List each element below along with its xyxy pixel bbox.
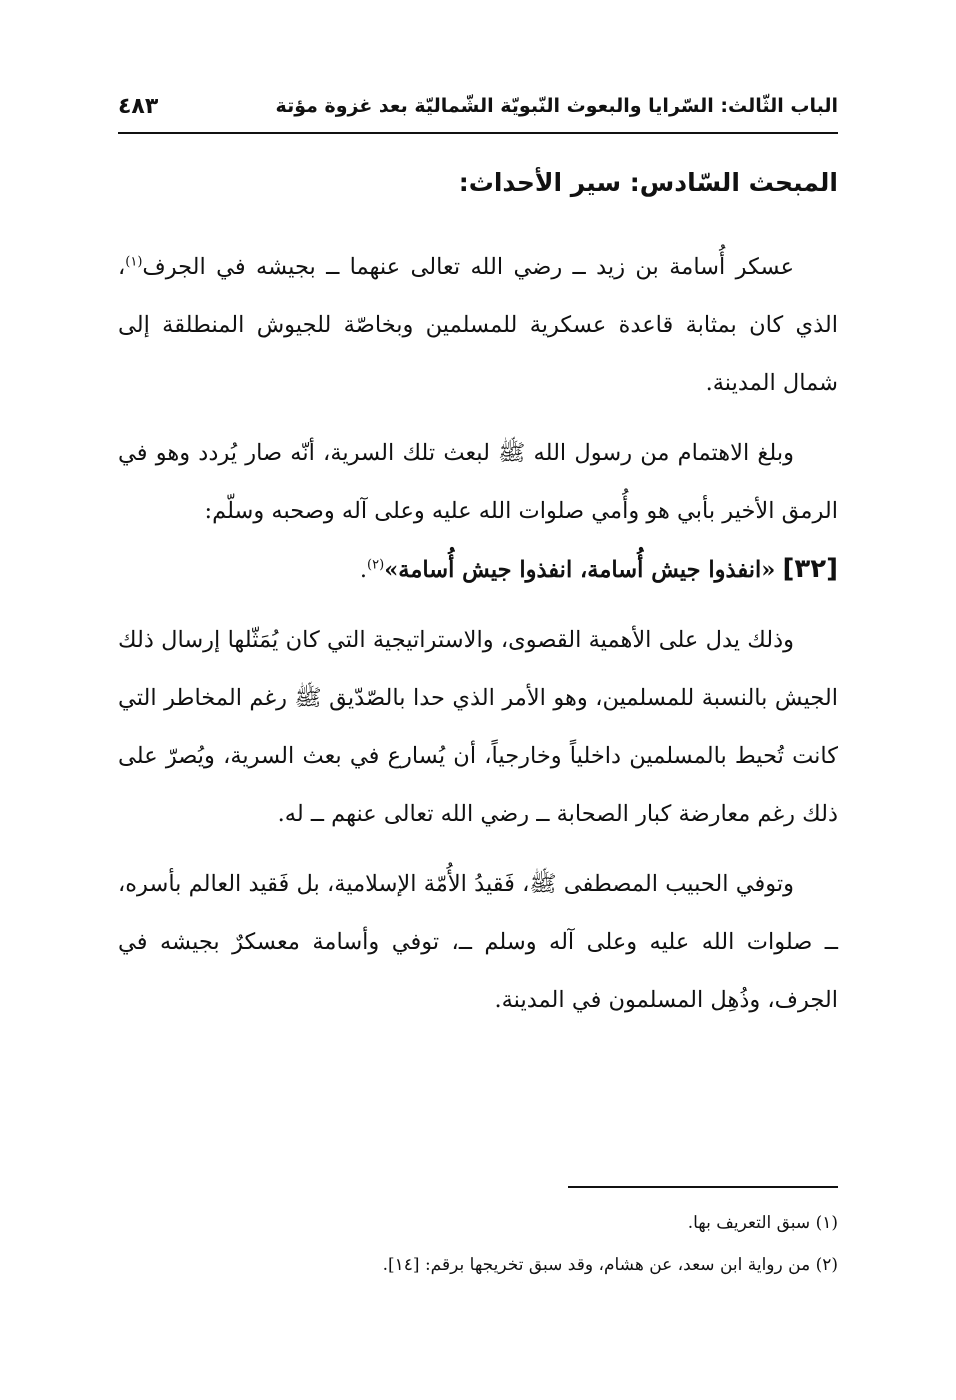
footnote-ref-2: (٢) [367, 557, 385, 573]
footnote-1: (١) سبق التعريف بها. [687, 1213, 838, 1233]
paragraph-3: وذلك يدل على الأهمية القصوى، والاستراتيجية التي كان يُمَثّلها إرسال ذلك الجيش بالنسبة للمسلمين، وهو الأمر الذي حدا بالصّدّيق ﷺ رغم المخاطر التي كانت تُحيط بالمسلمين داخلياً وخارجياً، أن يُسارع في بعث السرية، ويُصرّ على ذلك رغم معارضة كبار الصحابة ــ رضي الله تعالى عنهم ــ له. [118, 627, 838, 827]
chapter-title: الباب الثّالث: السّرايا والبعوث النّبويّة الشّماليّة بعد غزوة مؤتة [275, 95, 838, 117]
footnote-rule [568, 1186, 838, 1188]
footnote-2: (٢) من رواية ابن سعد، عن هشام، وقد سبق تخريجها برقم: [١٤]. [382, 1255, 838, 1275]
paragraph-1 [118, 238, 838, 412]
paragraph-4: وتوفي الحبيب المصطفى ﷺ، فَقيدُ الأُمّة الإسلامية، بل فَقيد العالم بأسره، ــ صلوات الله عليه وعلى آله وسلم ــ، توفي وأسامة معسكرٌ بجيشه في الجرف، وذُهِل المسلمون في المدينة. [118, 871, 838, 1013]
page-number: ٤٨٣ [118, 93, 159, 119]
footnote-ref-1: (١) [125, 254, 143, 270]
body-text [118, 238, 838, 1041]
section-heading: المبحث السّادس: سير الأحداث: [458, 168, 838, 197]
hadith-quote [118, 540, 838, 599]
running-header [118, 88, 838, 124]
paragraph-1-text: عسكر أُسامة بن زيد ــ رضي الله تعالى عنهما ــ بجيشه في الجرف [142, 254, 794, 280]
paragraph-1-rest: ، الذي كان بمثابة قاعدة عسكرية للمسلمين وبخاصّة للجيوش المنطلقة إلى شمال المدينة. [118, 254, 838, 396]
header-rule [118, 132, 838, 134]
hadith-text: «انفذوا جيش أُسامة، انفذوا جيش أُسامة» [384, 557, 776, 583]
paragraph-2: وبلغ الاهتمام من رسول الله ﷺ لبعث تلك السرية، أنّه صار يُردد وهو في الرمق الأخير بأبي هو وأُمي صلوات الله عليه وعلى آله وصحبه وسلّم: [118, 440, 838, 524]
hadith-end: . [359, 557, 368, 583]
hadith-number: [٣٢] [782, 554, 838, 584]
footnotes [118, 1202, 838, 1286]
